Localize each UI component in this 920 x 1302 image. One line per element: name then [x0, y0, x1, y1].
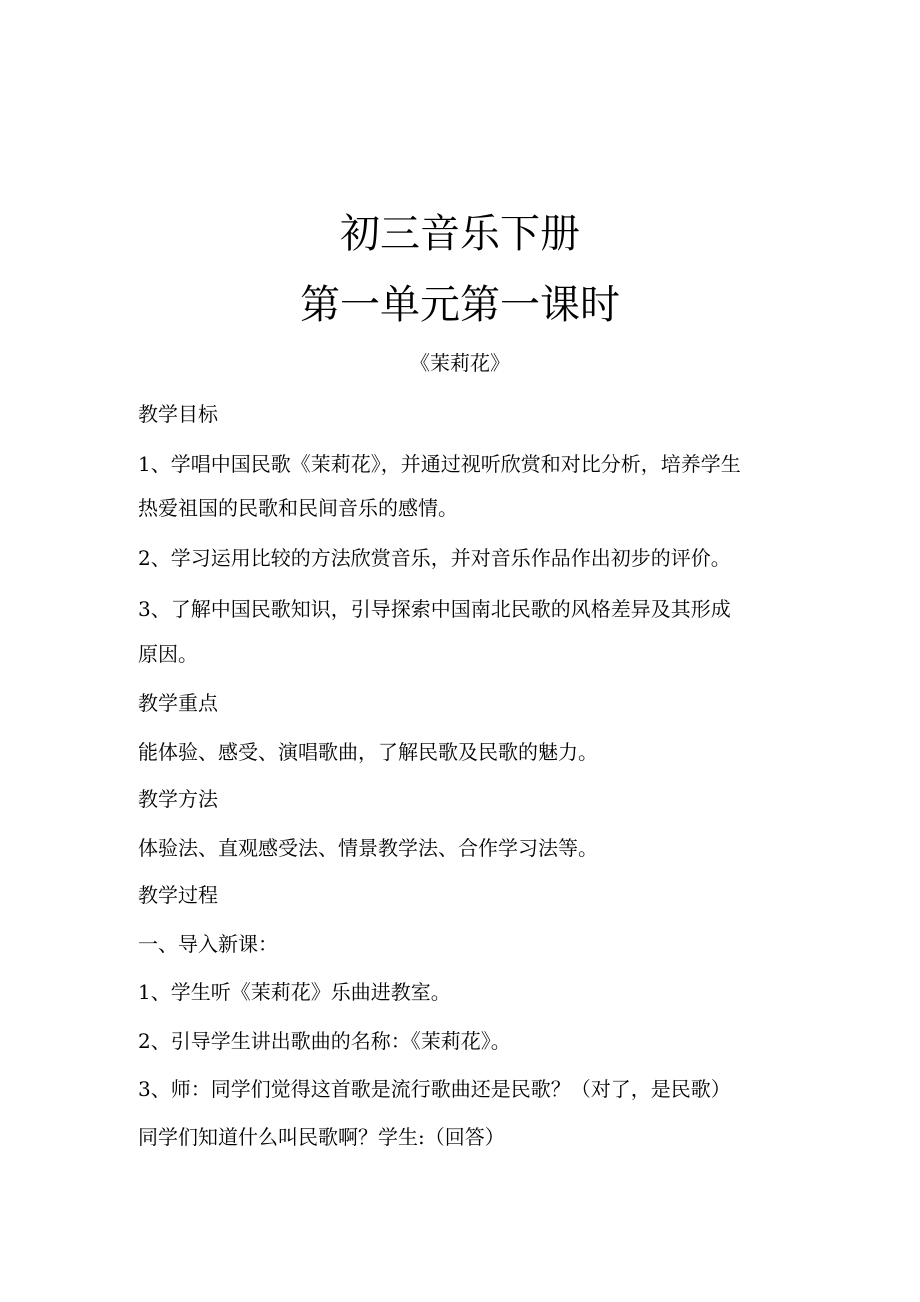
- paragraph-line: 体验法、直观感受法、情景教学法、合作学习法等。: [138, 836, 598, 860]
- section-heading-methods: 教学方法: [138, 787, 218, 811]
- paragraph-line: 3、了解中国民歌知识，引导探索中国南北民歌的风格差异及其形成: [138, 597, 731, 621]
- paragraph-line: 原因。: [138, 642, 198, 666]
- section-heading-objectives: 教学目标: [138, 402, 218, 426]
- lesson-unit-heading: 第一单元第一课时: [300, 282, 620, 328]
- paragraph-line: 2、引导学生讲出歌曲的名称：《茉莉花》。: [138, 1029, 511, 1053]
- paragraph-line: 1、学唱中国民歌《茉莉花》，并通过视听欣赏和对比分析，培养学生: [138, 452, 741, 476]
- section-heading-process: 教学过程: [138, 883, 218, 907]
- paragraph-line: 3、师：同学们觉得这首歌是流行歌曲还是民歌？（对了，是民歌）: [138, 1077, 731, 1101]
- document-title: 初三音乐下册: [340, 211, 580, 257]
- paragraph-line: 热爱祖国的民歌和民间音乐的感情。: [138, 496, 458, 520]
- paragraph-line: 2、学习运用比较的方法欣赏音乐，并对音乐作品作出初步的评价。: [138, 546, 731, 570]
- paragraph-line: 1、学生听《茉莉花》乐曲进教室。: [138, 980, 451, 1004]
- paragraph-line: 能体验、感受、演唱歌曲，了解民歌及民歌的魅力。: [138, 740, 598, 764]
- paragraph-line: 同学们知道什么叫民歌啊？学生:（回答）: [138, 1125, 505, 1149]
- section-heading-key-points: 教学重点: [138, 691, 218, 715]
- paragraph-line: 一、导入新课：: [138, 932, 278, 956]
- song-title: 《茉莉花》: [410, 351, 510, 375]
